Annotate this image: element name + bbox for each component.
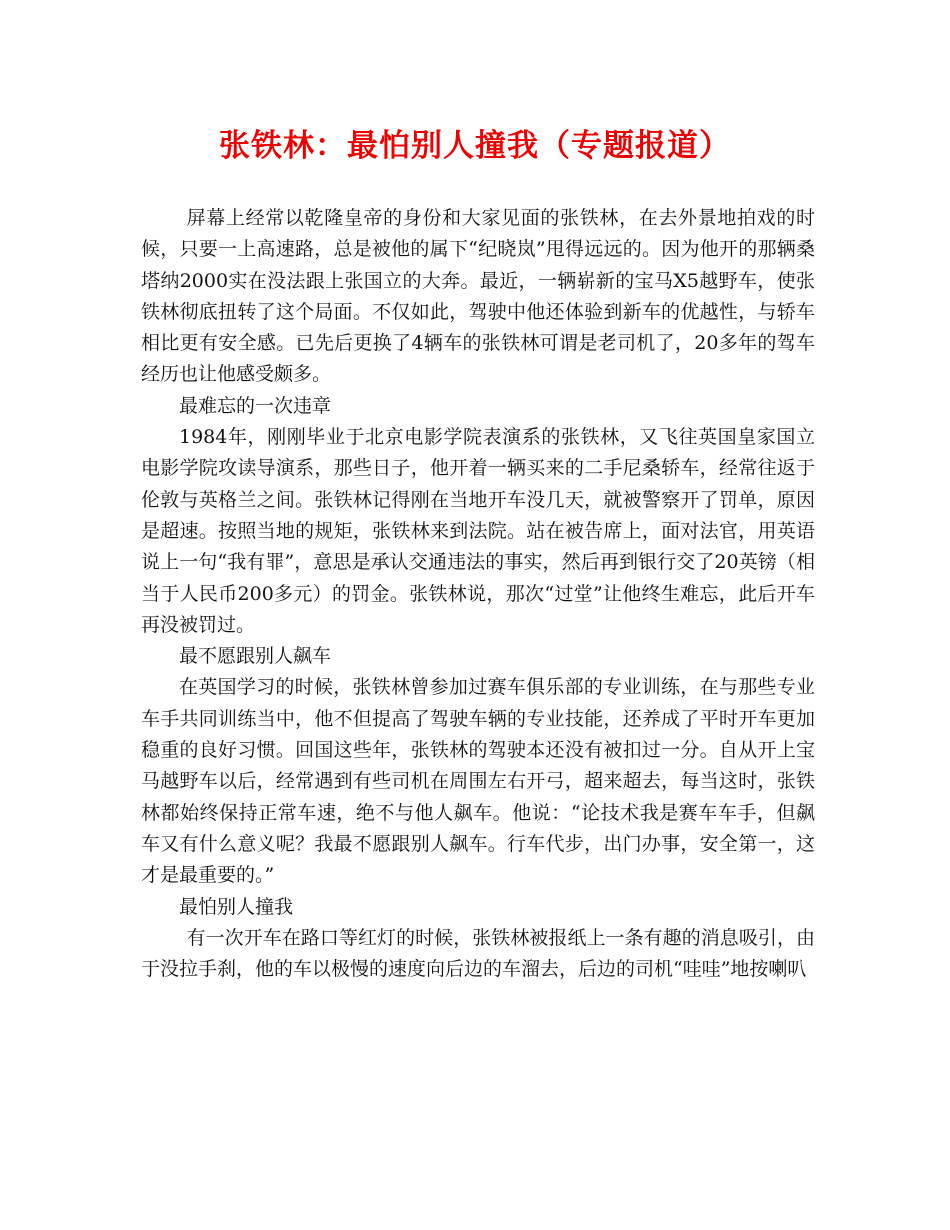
section-heading-violation: 最难忘的一次违章: [179, 394, 332, 417]
paragraph-collision: 有一次开车在路口等红灯的时候，张铁林被报纸上一条有趣的消息吸引，由于没拉手刹，他的车以极慢的速度向后边的车溜去，后边的司机“哇哇”地按喇叭: [141, 926, 815, 981]
section-heading-racing: 最不愿跟别人飙车: [179, 645, 332, 668]
article-body: [141, 203, 815, 985]
paragraph-racing: 在英国学习的时候，张铁林曾参加过赛车俱乐部的专业训练，在与那些专业车手共同训练当中，他不但提高了驾驶车辆的专业技能，还养成了平时开车更加稳重的良好习惯。回国这些年，张铁林的驾驶本还没有被扣过一分。自从开上宝马越野车以后，经常遇到有些司机在周围左右开弓，超来超去，每当这时，张铁林都始终保持正常车速，绝不与他人飙车。他说：“论技术我是赛车车手，但飙车又有什么意义呢？我最不愿跟别人飙车。行车代步，出门办事，安全第一，这才是最重要的。”: [141, 676, 815, 887]
page-title: 张铁林：最怕别人撞我（专题报道）: [219, 128, 731, 164]
paragraph-violation: 1984年，刚刚毕业于北京电影学院表演系的张铁林，又飞往英国皇家国立电影学院攻读导演系，那些日子，他开着一辆买来的二手尼桑轿车，经常往返于伦敦与英格兰之间。张铁林记得刚在当地开车没几天，就被警察开了罚单，原因是超速。按照当地的规矩，张铁林来到法院。站在被告席上，面对法官，用英语说上一句“我有罪”，意思是承认交通违法的事实，然后再到银行交了20英镑（相当于人民币200多元）的罚金。张铁林说，那次“过堂”让他终生难忘，此后开车再没被罚过。: [141, 426, 815, 636]
paragraph-intro: 屏幕上经常以乾隆皇帝的身份和大家见面的张铁林，在去外景地拍戏的时候，只要一上高速路，总是被他的属下“纪晓岚”甩得远远的。因为他开的那辆桑塔纳2000实在没法跟上张国立的大奔。最近，一辆崭新的宝马X5越野车，使张铁林彻底扭转了这个局面。不仅如此，驾驶中他还体验到新车的优越性，与轿车相比更有安全感。已先后更换了4辆车的张铁林可谓是老司机了，20多年的驾车经历也让他感受颇多。: [141, 207, 815, 386]
section-heading-collision: 最怕别人撞我: [179, 895, 294, 918]
